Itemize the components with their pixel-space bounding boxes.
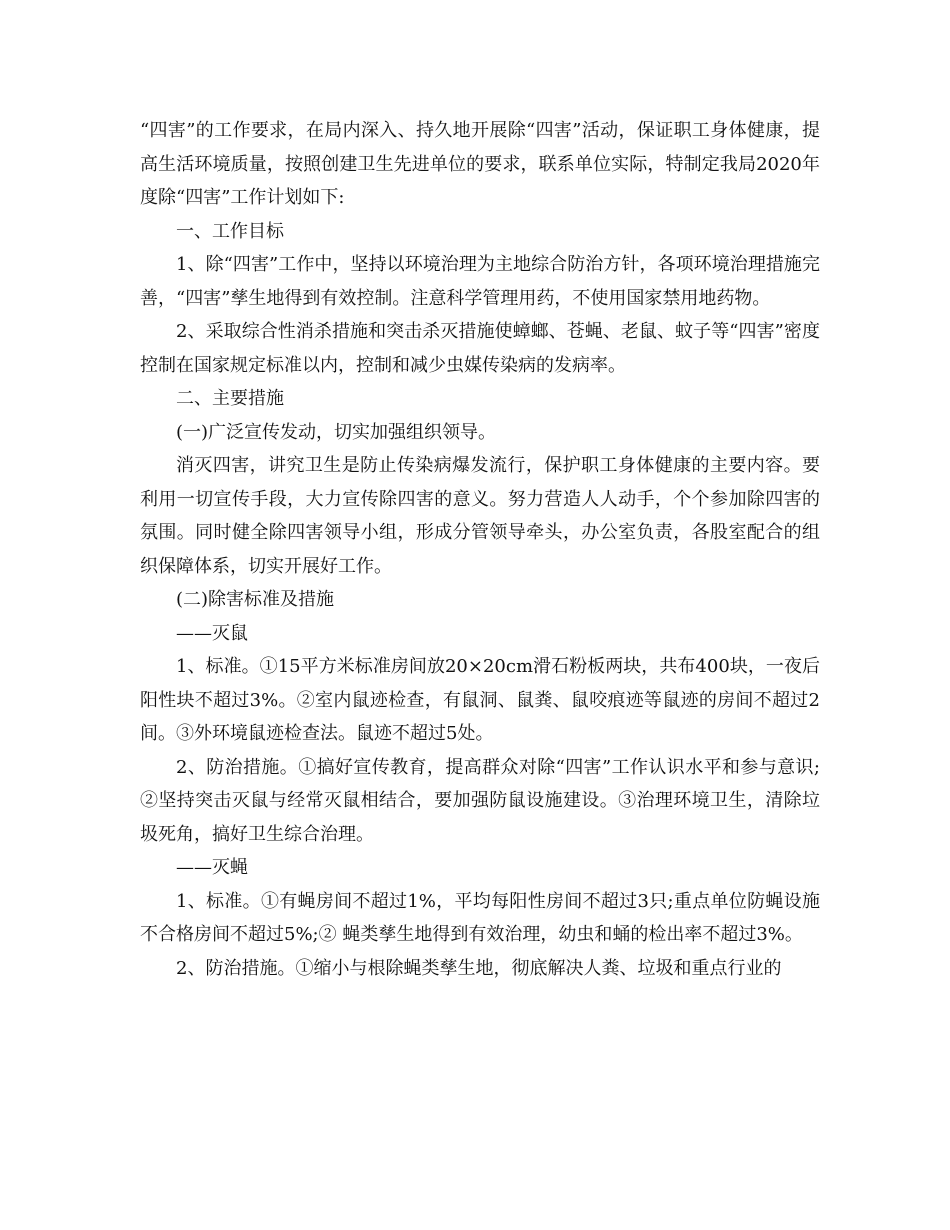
rodent-heading: ——灭鼠 xyxy=(176,622,248,644)
rodent-control-measures: 2、防治措施。①搞好宣传教育，提高群众对除“四害”工作认识水平和参与意识;②坚持突击灭鼠与经常灭鼠相结合，要加强防鼠设施建设。③治理环境卫生，清除垃圾死角，搞好卫生综合治理。 xyxy=(140,756,820,845)
section-heading-measures: 二、主要措施 xyxy=(176,388,284,409)
section-heading-goals: 一、工作目标 xyxy=(176,220,284,242)
goal-item-1: 1、除“四害”工作中，坚持以环境治理为主地综合防治方针，各项环境治理措施完善，“四害”孳生地得到有效控制。注意科学管理用药，不使用国家禁用地药物。 xyxy=(140,254,820,309)
fly-control-measures: 2、防治措施。①缩小与根除蝇类孳生地，彻底解决人粪、垃圾和重点行业的 xyxy=(176,957,782,979)
document-body xyxy=(140,114,820,985)
rodent-standard: 1、标准。①15平方米标准房间放20×20cm滑石粉板两块，共布400块，一夜后阳性块不超过3%。②室内鼠迹检查，有鼠洞、鼠粪、鼠咬痕迹等鼠迹的房间不超过2间。③外环境鼠迹检查法。鼠迹不超过5处。 xyxy=(140,656,821,744)
fly-heading: ——灭蝇 xyxy=(176,857,248,878)
publicity-paragraph: 消灭四害，讲究卫生是防止传染病爆发流行，保护职工身体健康的主要内容。要利用一切宣传手段，大力宣传除四害的意义。努力营造人人动手，个个参加除四害的氛围。同时健全除四害领导小组，形成分管领导牵头，办公室负责，各股室配合的组织保障体系，切实开展好工作。 xyxy=(140,455,820,577)
intro-paragraph: “四害”的工作要求，在局内深入、持久地开展除“四害”活动，保证职工身体健康，提高生活环境质量，按照创建卫生先进单位的要求，联系单位实际，特制定我局2020年度除“四害”工作计划如下: xyxy=(140,120,820,208)
goal-item-2: 2、采取综合性消杀措施和突击杀灭措施使蟑螂、苍蝇、老鼠、蚊子等“四害”密度控制在国家规定标准以内，控制和减少虫媒传染病的发病率。 xyxy=(140,321,820,376)
fly-standard: 1、标准。①有蝇房间不超过1%，平均每阳性房间不超过3只;重点单位防蝇设施不合格房间不超过5%;② 蝇类孳生地得到有效治理，幼虫和蛹的检出率不超过3%。 xyxy=(140,890,820,945)
subsection-heading-standards: (二)除害标准及措施 xyxy=(176,589,335,610)
subsection-heading-publicity: (一)广泛宣传发动，切实加强组织领导。 xyxy=(176,421,497,443)
